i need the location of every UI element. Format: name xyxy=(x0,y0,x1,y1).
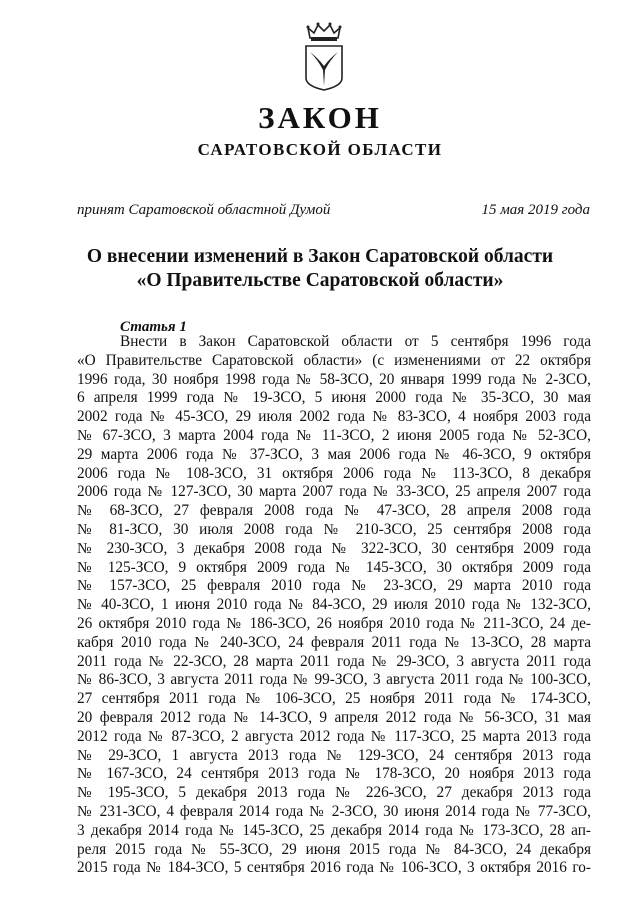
body-line: № 86-ЗСО, 3 августа 2011 года № 99-ЗСО, 3 августа 2011 года № 100-ЗСО, xyxy=(77,671,591,689)
coat-of-arms-icon xyxy=(302,18,346,92)
body-line: № 68-ЗСО, 27 февраля 2008 года № 47-ЗСО, 28 апреля 2008 года xyxy=(77,502,591,520)
body-line: Внести в Закон Саратовской области от 5 сентября 1996 года xyxy=(120,333,591,350)
body-line: 26 октября 2010 года № 186-ЗСО, 26 ноября 2010 года № 211-ЗСО, 24 де- xyxy=(77,614,591,632)
body-line: № 230-ЗСО, 3 декабря 2008 года № 322-ЗСО, 30 сентября 2009 года xyxy=(77,539,591,557)
body-line: кабря 2010 года № 240-ЗСО, 24 февраля 2011 года № 13-ЗСО, 28 марта xyxy=(77,633,591,651)
law-heading-line-1: О внесении изменений в Закон Саратовской области xyxy=(86,246,554,267)
body-line: № 40-ЗСО, 1 июня 2010 года № 84-ЗСО, 29 июля 2010 года № 132-ЗСО, xyxy=(77,596,591,614)
body-line: 20 февраля 2012 года № 14-ЗСО, 9 апреля 2012 года № 56-ЗСО, 31 мая xyxy=(77,708,591,726)
body-line: № 167-ЗСО, 24 сентября 2013 года № 178-ЗСО, 20 ноября 2013 года xyxy=(77,765,591,783)
body-line: № 125-ЗСО, 9 октября 2009 года № 145-ЗСО, 30 октября 2009 года xyxy=(77,558,591,576)
article-body xyxy=(77,333,591,878)
body-line: № 231-ЗСО, 4 февраля 2014 года № 2-ЗСО, 30 июня 2014 года № 77-ЗСО, xyxy=(77,802,591,820)
body-line: 27 сентября 2011 года № 106-ЗСО, 25 ноября 2011 года № 174-ЗСО, xyxy=(77,690,591,708)
body-line: № 29-ЗСО, 1 августа 2013 года № 129-ЗСО, 24 сентября 2013 года xyxy=(77,746,591,764)
body-line: № 67-ЗСО, 3 марта 2004 года № 11-ЗСО, 2 июня 2005 года № 52-ЗСО, xyxy=(77,426,591,444)
body-line: 2012 года № 87-ЗСО, 2 августа 2012 года № 117-ЗСО, 25 марта 2013 года xyxy=(77,727,591,745)
body-line: «О Правительстве Саратовской области» (с изменениями от 22 октября xyxy=(77,351,591,369)
body-line: 29 марта 2006 года № 37-ЗСО, 3 мая 2006 года № 46-ЗСО, 9 октября xyxy=(77,445,591,463)
law-heading-line-2: «О Правительстве Саратовской области» xyxy=(136,270,504,291)
document-title: ЗАКОН xyxy=(258,100,382,135)
body-line: 2015 года № 184-ЗСО, 5 сентября 2016 года № 106-ЗСО, 3 октября 2016 го- xyxy=(77,859,591,877)
body-line: реля 2015 года № 55-ЗСО, 29 июня 2015 года № 84-ЗСО, 24 декабря xyxy=(77,840,591,858)
body-line: 2002 года № 45-ЗСО, 29 июля 2002 года № 83-ЗСО, 4 ноября 2003 года xyxy=(77,408,591,426)
body-line: 2006 года № 108-ЗСО, 31 октября 2006 года № 113-ЗСО, 8 декабря xyxy=(77,464,591,482)
body-line: № 81-ЗСО, 30 июля 2008 года № 210-ЗСО, 25 сентября 2008 года xyxy=(77,520,591,538)
document-subtitle: САРАТОВСКОЙ ОБЛАСТИ xyxy=(197,140,443,159)
body-line: № 157-ЗСО, 25 февраля 2010 года № 23-ЗСО, 29 марта 2010 года xyxy=(77,577,591,595)
body-line: 2006 года № 127-ЗСО, 30 марта 2007 года № 33-ЗСО, 25 апреля 2007 года xyxy=(77,483,591,501)
adoption-date: 15 мая 2019 года xyxy=(481,202,590,218)
body-line: 3 декабря 2014 года № 145-ЗСО, 25 декабря 2014 года № 173-ЗСО, 28 ап- xyxy=(77,821,591,839)
article-label: Статья 1 xyxy=(120,319,187,335)
body-line: № 195-ЗСО, 5 декабря 2013 года № 226-ЗСО, 27 декабря 2013 года xyxy=(77,784,591,802)
body-line: 2011 года № 22-ЗСО, 28 марта 2011 года № 29-ЗСО, 3 августа 2011 года xyxy=(77,652,591,670)
law-heading xyxy=(0,245,640,293)
adopted-by: принят Саратовской областной Думой xyxy=(77,202,331,218)
body-line: 1996 года, 30 ноября 1998 года № 58-ЗСО, 20 января 1999 года № 2-ЗСО, xyxy=(77,370,591,388)
body-line: 6 апреля 1999 года № 19-ЗСО, 5 июня 2000 года № 35-ЗСО, 30 мая xyxy=(77,389,591,407)
